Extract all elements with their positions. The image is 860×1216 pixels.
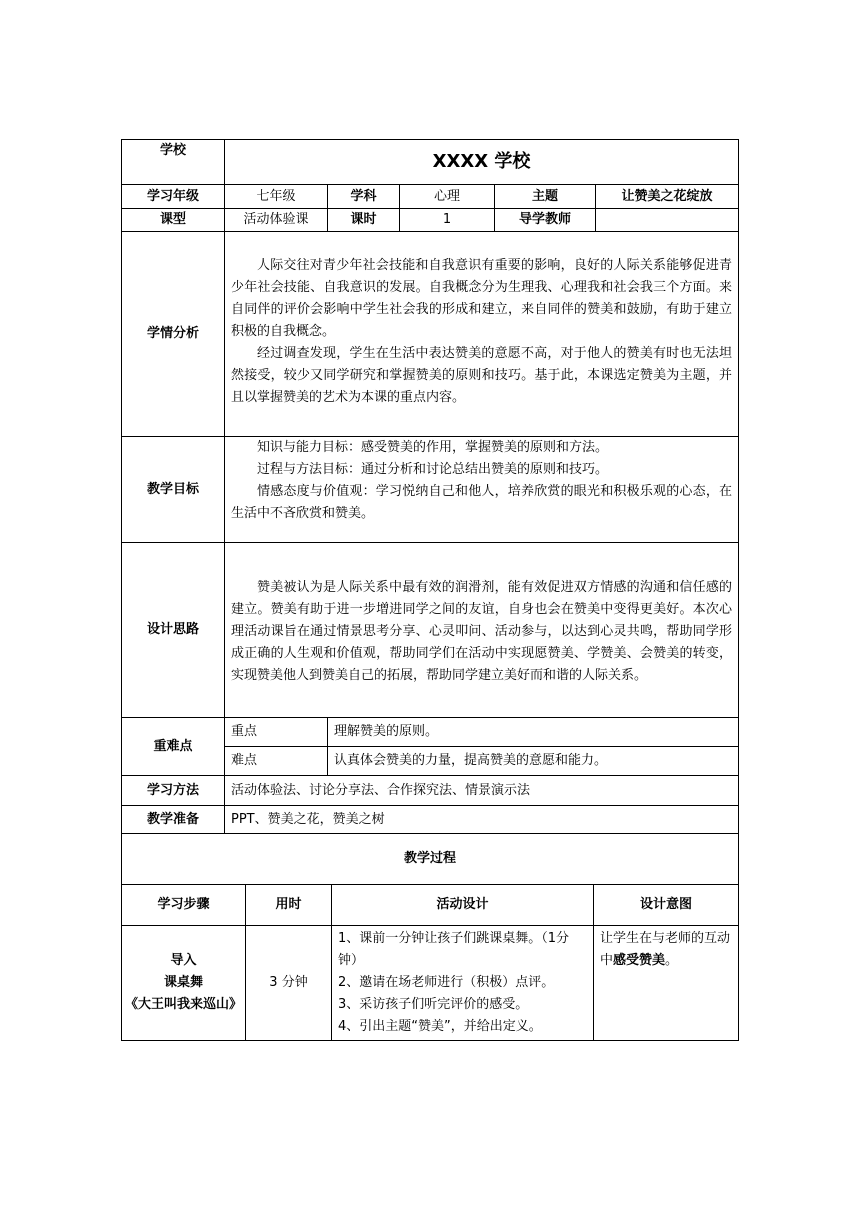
process-title: 教学过程	[122, 834, 739, 885]
goals-row	[122, 437, 739, 543]
keypoints-label: 重难点	[122, 718, 225, 776]
analysis-row	[122, 232, 739, 437]
theme-value: 让赞美之花绽放	[596, 185, 739, 209]
type-row	[122, 209, 739, 232]
col-activity-header: 活动设计	[332, 885, 594, 925]
activity-item-2: 2、邀请在场老师进行（积极）点评。	[338, 974, 555, 990]
prep-label: 教学准备	[122, 806, 225, 834]
hours-value: 1	[400, 209, 495, 232]
step-cell	[122, 925, 246, 1040]
step-line-3: 《大王叫我来巡山》	[124, 996, 242, 1012]
prep-value: PPT、赞美之花，赞美之树	[225, 806, 739, 834]
col-time-header: 用时	[246, 885, 332, 925]
theme-label: 主题	[495, 185, 596, 209]
analysis-paragraph-2: 经过调查发现，学生在生活中表达赞美的意愿不高，对于他人的赞美有时也无法坦然接受，较少又同学研究和掌握赞美的原则和技巧。基于此，本课选定赞美为主题，并且以掌握赞美的艺术为本课的重点内容。	[231, 346, 733, 405]
goal-process: 过程与方法目标：通过分析和讨论总结出赞美的原则和技巧。	[257, 462, 609, 477]
process-header-row	[122, 885, 739, 925]
school-name: XXXX 学校	[225, 140, 739, 185]
teacher-label: 导学教师	[495, 209, 596, 232]
goal-knowledge: 知识与能力目标：感受赞美的作用，掌握赞美的原则和方法。	[257, 440, 609, 455]
step-line-2: 课桌舞	[163, 974, 203, 990]
activity-item-1: 1、课前一分钟让孩子们跳课桌舞。（1分钟）	[338, 930, 570, 968]
analysis-paragraph-1: 人际交往对青少年社会技能和自我意识有重要的影响，良好的人际关系能够促进青少年社会技能、自我意识的发展。自我概念分为生理我、心理我和社会我三个方面。来自同伴的评价会影响中学生社会我的形成和建立，来自同伴的赞美和鼓励，有助于建立积极的自我概念。	[231, 258, 733, 339]
key-label: 重点	[225, 718, 328, 747]
design-label: 设计思路	[122, 543, 225, 718]
hours-label: 课时	[328, 209, 400, 232]
subject-label: 学科	[328, 185, 400, 209]
teacher-value	[596, 209, 739, 232]
activity-cell	[332, 925, 594, 1040]
school-row	[122, 140, 739, 185]
activity-item-4: 4、引出主题“赞美”，并给出定义。	[338, 1018, 542, 1034]
design-row	[122, 543, 739, 718]
type-value: 活动体验课	[225, 209, 328, 232]
intent-text: 让学生在与老师的互动中	[600, 930, 731, 968]
lesson-plan-sheet	[121, 139, 738, 1041]
prep-row	[122, 806, 739, 834]
goal-emotion: 情感态度与价值观：学习悦纳自己和他人，培养欣赏的眼光和积极乐观的心态，在生活中不吝欣赏和赞美。	[231, 484, 733, 521]
activity-item-3: 3、采访孩子们听完评价的感受。	[338, 996, 529, 1012]
difficulty-label: 难点	[225, 747, 328, 776]
intent-emphasis: 感受赞美	[613, 952, 666, 968]
design-paragraph: 赞美被认为是人际关系中最有效的润滑剂，能有效促进双方情感的沟通和信任感的建立。赞美有助于进一步增进同学之间的友谊，自身也会在赞美中变得更美好。本次心理活动课旨在通过情景思考分享、心灵叩问、活动参与，以达到心灵共鸣，帮助同学形成正确的人生观和价值观，帮助同学们在活动中实现愿赞美、学赞美、会赞美的转变，实现赞美他人到赞美自己的拓展，帮助同学建立美好而和谐的人际关系。	[231, 580, 733, 683]
intent-cell	[594, 925, 739, 1040]
process-table	[121, 885, 739, 1041]
process-title-row	[122, 834, 739, 885]
difficulty-value: 认真体会赞美的力量，提高赞美的意愿和能力。	[328, 747, 739, 776]
grade-row	[122, 185, 739, 209]
methods-value: 活动体验法、讨论分享法、合作探究法、情景演示法	[225, 776, 739, 806]
col-step-header: 学习步骤	[122, 885, 246, 925]
table-row	[122, 925, 739, 1040]
school-label: 学校	[122, 140, 225, 185]
grade-label: 学习年级	[122, 185, 225, 209]
lesson-info-table	[121, 139, 739, 885]
col-intent-header: 设计意图	[594, 885, 739, 925]
time-cell: 3 分钟	[246, 925, 332, 1040]
step-line-1: 导入	[170, 952, 197, 968]
methods-label: 学习方法	[122, 776, 225, 806]
intent-end: 。	[665, 952, 679, 968]
key-value: 理解赞美的原则。	[328, 718, 739, 747]
methods-row	[122, 776, 739, 806]
keypoint-row	[122, 718, 739, 747]
analysis-label: 学情分析	[122, 232, 225, 437]
subject-value: 心理	[400, 185, 495, 209]
grade-value: 七年级	[225, 185, 328, 209]
goals-label: 教学目标	[122, 437, 225, 543]
type-label: 课型	[122, 209, 225, 232]
